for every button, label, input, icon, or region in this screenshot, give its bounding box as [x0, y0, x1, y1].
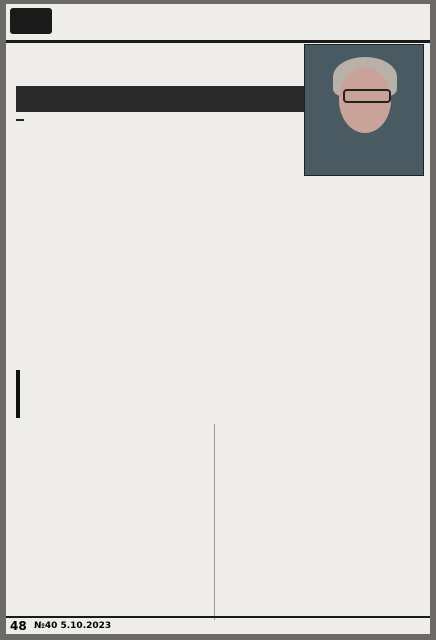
portrait-photo: [304, 44, 424, 176]
article-subhead: [16, 86, 306, 112]
issue-date: №40 5.10.2023: [34, 621, 112, 631]
glasses-graphic: [343, 89, 391, 103]
article-column-left-bottom: [16, 424, 212, 620]
newspaper-logo: [10, 8, 52, 34]
page-header: [6, 4, 430, 43]
column-divider: [214, 424, 215, 620]
article-headline: [16, 46, 306, 84]
newspaper-page: [6, 4, 430, 634]
page-number: 48: [10, 619, 27, 633]
article-column-middle-bottom: [218, 424, 318, 620]
section-label: [16, 119, 24, 121]
page-footer: [6, 616, 430, 634]
article-column-left: [16, 116, 212, 366]
article-column-right: [218, 214, 424, 414]
